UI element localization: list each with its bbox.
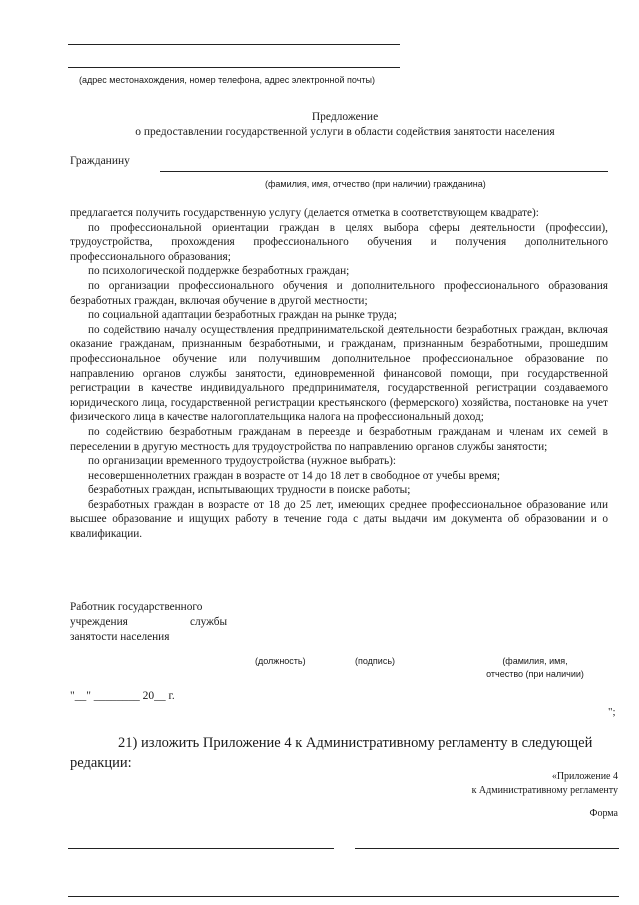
header-line-2 xyxy=(68,67,400,68)
body-intro: предлагается получить государственную услугу (делается отметка в соответствующем квадрате): xyxy=(70,207,539,219)
list-item: по психологической поддержке безработных граждан; xyxy=(88,265,350,278)
list-item: по организации профессионального обучения и дополнительного профессионального образования безработных граждан, включая обучение в другой местности; xyxy=(70,279,608,307)
signature-caption: (подпись) xyxy=(355,656,396,666)
worker-title-line2b: службы xyxy=(190,616,228,628)
name-caption-line2: отчество (при наличии) xyxy=(486,669,584,679)
list-item: по организации временного трудоустройства (нужное выбрать): xyxy=(88,455,397,468)
amendment-line1: 21) изложить Приложение 4 к Административному регламенту в следующей xyxy=(118,735,593,751)
document-subtitle: о предоставлении государственной услуги в области содействия занятости населения xyxy=(135,126,555,138)
recipient-label: Гражданину xyxy=(70,155,130,167)
list-item: безработных граждан в возрасте от 18 до 25 лет, имеющих среднее профессиональное образование или высшее образование и ищущих работу в течение года с даты выдачи им документа об образовании и о квалификации. xyxy=(70,498,608,541)
worker-title-line1: Работник государственного xyxy=(70,601,203,613)
list-item: несовершеннолетних граждан в возрасте от 14 до 18 лет в свободное от учебы время; xyxy=(88,469,501,482)
recipient-caption: (фамилия, имя, отчество (при наличии) гражданина) xyxy=(265,179,486,189)
appendix-line2: к Административному регламенту xyxy=(471,785,618,796)
worker-title-line2a: учреждения xyxy=(70,616,128,628)
bottom-line-full xyxy=(68,896,619,897)
form-label: Форма xyxy=(589,808,618,819)
bottom-line-left xyxy=(68,848,334,849)
address-caption: (адрес местонахождения, номер телефона, адрес электронной почты) xyxy=(79,75,375,85)
recipient-line xyxy=(160,171,608,172)
header-line-1 xyxy=(68,44,400,45)
worker-title-line3: занятости населения xyxy=(70,631,170,643)
name-caption-line1: (фамилия, имя, xyxy=(502,656,568,666)
bottom-line-right xyxy=(355,848,619,849)
list-item: безработных граждан, испытывающих трудности в поиске работы; xyxy=(88,484,411,497)
appendix-line1: «Приложение 4 xyxy=(551,771,618,782)
amendment-line2: редакции: xyxy=(70,755,132,771)
position-caption: (должность) xyxy=(255,656,306,666)
closing-mark: "; xyxy=(608,706,616,718)
document-title: Предложение xyxy=(311,111,379,123)
body-section xyxy=(70,206,608,542)
list-item: по содействию безработным гражданам в переезде и безработным гражданам и членам их семей в переселении в другую местность для трудоустройства по направлению органов службы занятости; xyxy=(70,425,608,453)
list-item: по содействию началу осуществления предпринимательской деятельности безработных граждан, включая оказание гражданам, признанным безработными, и гражданам, признанным безработными, прошедшим профессиональное обучение или получившим дополнительное профессиональное образование по направлению органов службы занятости, единовременной финансовой помощи, при государственной регистрации в качестве индивидуального предпринимателя, государственной регистрации создаваемого юридического лица, государственной регистрации крестьянского (фермерского) хозяйства, постановке на учет физического лица в качестве налогоплательщика налога на профессиональный доход; xyxy=(70,323,608,424)
list-item: по профессиональной ориентации граждан в целях выбора сферы деятельности (профессии), трудоустройства, прохождения профессионального обучения и получения дополнительного профессионального образования; xyxy=(70,221,608,263)
list-item: по социальной адаптации безработных граждан на рынке труда; xyxy=(88,309,397,322)
date-line: "__" ________ 20__ г. xyxy=(70,690,175,702)
